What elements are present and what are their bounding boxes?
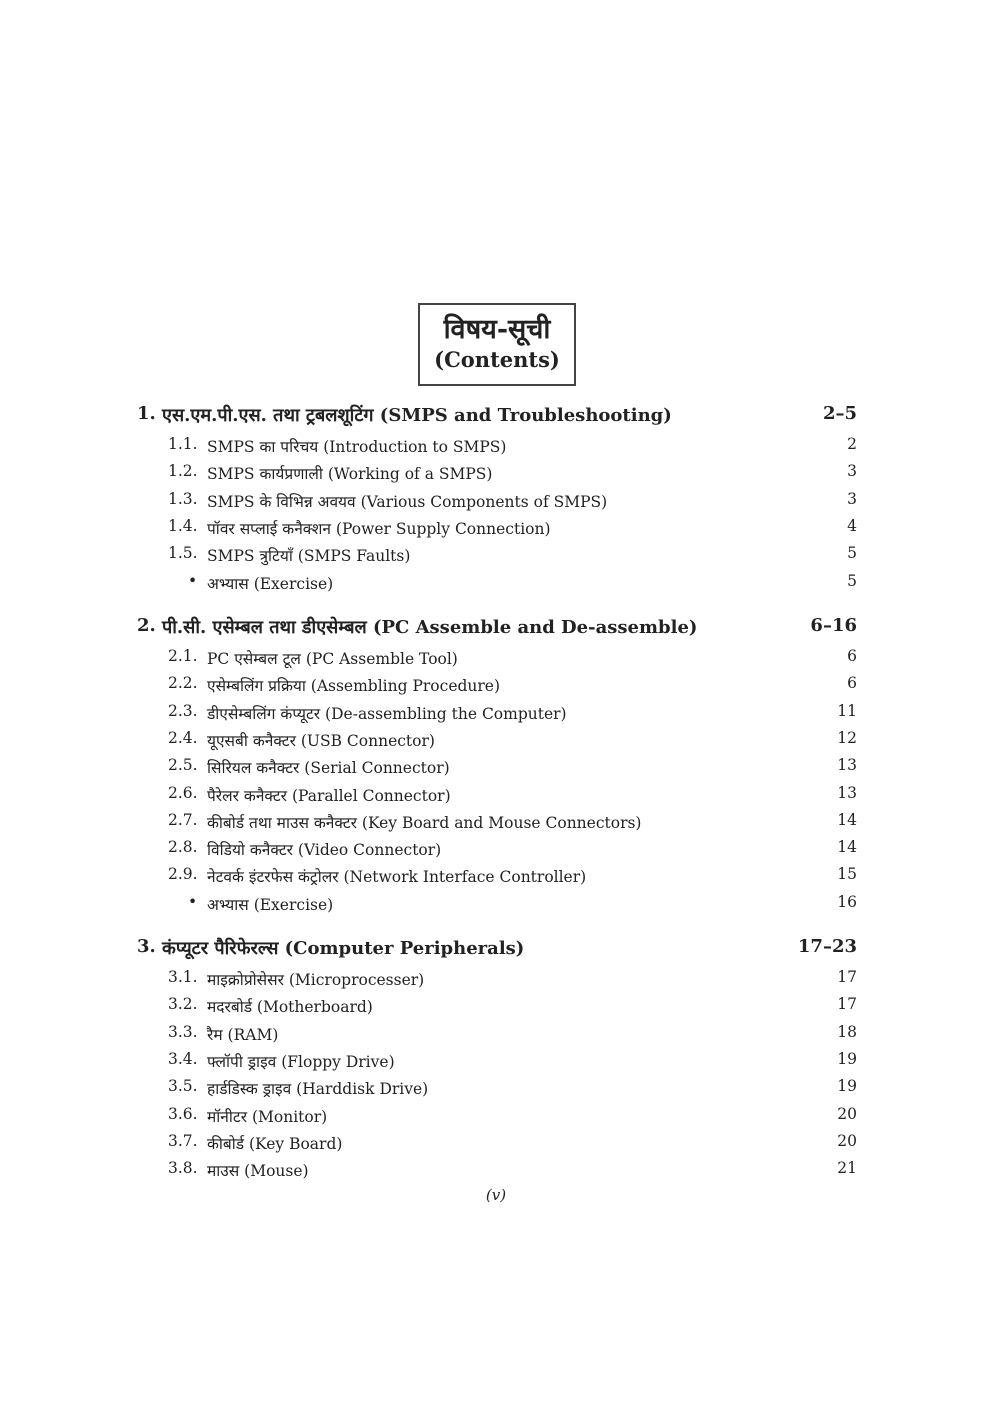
section-page: 19	[837, 1077, 857, 1096]
section-page: 5	[847, 544, 857, 563]
section-title: यूएसबी कनैक्टर (USB Connector)	[207, 731, 435, 750]
section-page: 15	[837, 865, 857, 884]
section-page: 16	[837, 892, 857, 911]
section-number: 2.1.	[168, 647, 198, 665]
section-page: 6	[847, 674, 857, 693]
section-number: 3.3.	[168, 1022, 198, 1041]
section-title: पॉवर सप्लाई कनैक्शन (Power Supply Connection)	[207, 519, 551, 538]
chapter-pages: 6–16	[810, 615, 857, 636]
section-number: 1.1.	[168, 435, 198, 453]
section-page: 2	[847, 435, 857, 453]
section-number: 3.8.	[168, 1159, 198, 1178]
section-page: 5	[847, 571, 857, 590]
section-title: विडियो कनैक्टर (Video Connector)	[207, 841, 442, 860]
section-title: माइक्रोप्रोसेसर (Microprocesser)	[207, 971, 425, 989]
section-number: 2.8.	[168, 838, 198, 857]
section-title: SMPS का परिचय (Introduction to SMPS)	[207, 438, 507, 456]
section-page: 14	[837, 838, 857, 857]
section-number: 1.5.	[168, 544, 198, 563]
section-number: 2.4.	[168, 728, 198, 747]
section-number: 3.7.	[168, 1131, 198, 1150]
chapter-pages: 2–5	[822, 403, 857, 424]
section-title: मॉनीटर (Monitor)	[207, 1107, 328, 1126]
contents-title-hindi: विषय-सूची	[443, 314, 551, 345]
section-title: मदरबोर्ड (Motherboard)	[207, 998, 373, 1017]
section-title: डीएसेम्बलिंग कंप्यूटर (De-assembling the Computer)	[207, 704, 567, 723]
section-number: 3.1.	[168, 968, 198, 986]
section-number: 2.2.	[168, 674, 198, 693]
section-page: 13	[837, 783, 857, 802]
section-page: 6	[847, 647, 857, 665]
section-number: 3.6.	[168, 1104, 198, 1123]
chapter-number: 1.	[137, 403, 156, 424]
contents-title-english: (Contents)	[434, 347, 560, 372]
section-title: अभ्यास (Exercise)	[207, 574, 334, 593]
section-title: सिरियल कनैक्टर (Serial Connector)	[207, 759, 450, 778]
section-page: 13	[837, 756, 857, 775]
section-page: 20	[837, 1104, 857, 1123]
bullet-marker: •	[188, 892, 198, 911]
section-page: 21	[837, 1159, 857, 1178]
section-title: SMPS के विभिन्न अवयव (Various Components of SMPS)	[207, 492, 608, 511]
chapter-title: कंप्यूटर पैरिफेरल्स (Computer Peripherals)	[162, 938, 525, 959]
bullet-marker: •	[188, 571, 198, 590]
section-number: 1.2.	[168, 462, 198, 481]
section-number: 3.2.	[168, 995, 198, 1014]
chapter-number: 3.	[137, 936, 156, 957]
section-page: 17	[837, 968, 857, 986]
section-title: हार्डडिस्क ड्राइव (Harddisk Drive)	[207, 1080, 429, 1099]
section-title: माउस (Mouse)	[207, 1162, 309, 1181]
section-page: 19	[837, 1049, 857, 1068]
section-title: कीबोर्ड (Key Board)	[207, 1134, 343, 1153]
section-title: PC एसेम्बल टूल (PC Assemble Tool)	[207, 650, 458, 668]
section-page: 3	[847, 462, 857, 481]
section-number: 2.6.	[168, 783, 198, 802]
page-number-footer: (v)	[485, 1186, 507, 1204]
chapter-title: पी.सी. एसेम्बल तथा डीएसेम्बल (PC Assemble and De-assemble)	[162, 617, 698, 638]
section-title: SMPS त्रुटियाँ (SMPS Faults)	[207, 547, 411, 566]
section-page: 4	[847, 516, 857, 535]
section-title: SMPS कार्यप्रणाली (Working of a SMPS)	[207, 465, 493, 484]
section-page: 12	[837, 728, 857, 747]
section-title: रैम (RAM)	[207, 1025, 279, 1044]
section-page: 14	[837, 810, 857, 829]
section-number: 2.9.	[168, 865, 198, 884]
section-number: 1.3.	[168, 489, 198, 508]
section-page: 20	[837, 1131, 857, 1150]
section-title: पैरेलर कनैक्टर (Parallel Connector)	[207, 786, 451, 805]
section-title: फ्लॉपी ड्राइव (Floppy Drive)	[207, 1052, 395, 1071]
section-page: 18	[837, 1022, 857, 1041]
section-number: 1.4.	[168, 516, 198, 535]
chapter-title: एस.एम.पी.एस. तथा ट्रबलशूटिंग (SMPS and Troubleshooting)	[162, 405, 672, 426]
section-number: 2.7.	[168, 810, 198, 829]
section-page: 11	[837, 701, 857, 720]
contents-title-box	[418, 303, 576, 386]
section-number: 2.3.	[168, 701, 198, 720]
section-number: 3.4.	[168, 1049, 198, 1068]
section-title: कीबोर्ड तथा माउस कनैक्टर (Key Board and Mouse Connectors)	[207, 813, 642, 832]
section-page: 3	[847, 489, 857, 508]
section-title: एसेम्बलिंग प्रक्रिया (Assembling Procedure)	[207, 677, 501, 696]
section-title: अभ्यास (Exercise)	[207, 895, 334, 914]
section-page: 17	[837, 995, 857, 1014]
section-title: नेटवर्क इंटरफेस कंट्रोलर (Network Interface Controller)	[207, 868, 587, 887]
chapter-number: 2.	[137, 615, 156, 636]
section-number: 2.5.	[168, 756, 198, 775]
chapter-pages: 17–23	[797, 936, 857, 957]
section-number: 3.5.	[168, 1077, 198, 1096]
